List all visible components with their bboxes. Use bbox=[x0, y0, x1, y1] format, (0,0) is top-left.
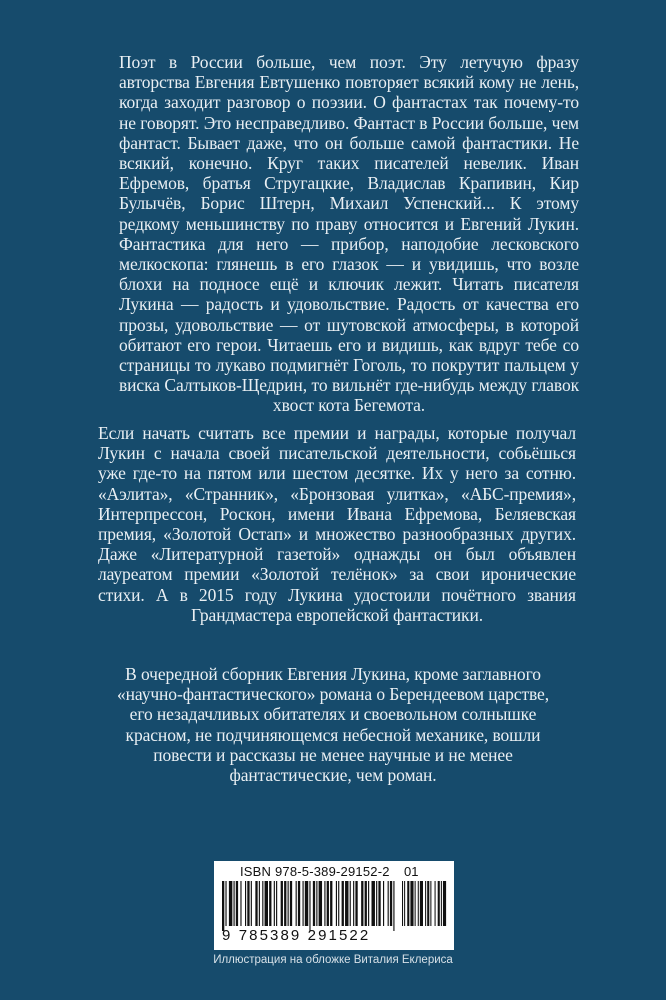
isbn-barcode bbox=[214, 861, 454, 950]
barcode-bar bbox=[313, 881, 315, 926]
barcode-bar bbox=[368, 881, 369, 926]
addon-bar bbox=[402, 881, 403, 926]
addon-bar bbox=[415, 881, 416, 926]
addon-bar bbox=[441, 881, 442, 926]
barcode-bar bbox=[338, 881, 339, 926]
barcode-bar bbox=[262, 881, 263, 926]
isbn-digits: 9 785389 291522 bbox=[222, 927, 371, 944]
barcode-bar bbox=[345, 881, 348, 926]
barcode-bar bbox=[251, 881, 252, 926]
barcode-bar bbox=[229, 881, 232, 926]
isbn-addon: 01 bbox=[404, 864, 419, 879]
barcode-bar bbox=[269, 881, 271, 926]
barcode-bar bbox=[336, 881, 337, 926]
barcode-bar bbox=[298, 881, 300, 926]
barcode-bar bbox=[319, 881, 322, 926]
barcode-bar bbox=[281, 881, 283, 926]
barcode-bar bbox=[350, 881, 351, 926]
barcode-bar bbox=[353, 881, 354, 926]
barcode-bar bbox=[288, 881, 289, 926]
isbn-label: ISBN 978-5-389-29152-2 bbox=[240, 864, 390, 879]
barcode-bar bbox=[222, 881, 224, 931]
barcode-bar bbox=[309, 881, 310, 931]
annotation-paragraph-1: Поэт в России больше, чем поэт. Эту летучую фразу авторства Евгения Евтушенко повторяет всякий кому не лень, когда заходит разговор о поэзии. О фантастах так почему-то не говорят. Это несправедливо. Фантаст в России больше, чем фантаст. Бывает даже, что он больше самой фантастики. Не всякий, конечно. Круг таких писателей невелик. Иван Ефремов, братья Стругацкие, Владислав Крапивин, Кир Булычёв, Борис Штерн, Михаил Успенский... К этому редкому меньшинству по праву относится и Евгений Лукин. Фантастика для него — прибор, наподобие лесковского мелкоскопа: глянешь в его глазок — и увидишь, что возле блохи на подносе ещё и ключик лежит. Читать писателя Лукина — радость и удовольствие. Радость от качества его прозы, удовольствие — от шутовской атмосферы, в которой обитают его герои. Читаешь его и видишь, как вдруг тебе со страницы то лукаво подмигнёт Гоголь, то покрутит пальцем у виска Салтыков-Щедрин, то вильнёт где-нибудь между главок хвост кота Бегемота. bbox=[119, 52, 579, 416]
barcode-bar bbox=[225, 881, 226, 926]
barcode-bar bbox=[284, 881, 286, 926]
addon-bar bbox=[407, 881, 409, 926]
addon-bar bbox=[420, 881, 423, 926]
barcode-bar bbox=[388, 881, 389, 926]
barcode-bar bbox=[305, 881, 308, 926]
barcode-bar bbox=[365, 881, 367, 926]
barcode-bar bbox=[390, 881, 392, 926]
barcode-bar bbox=[265, 881, 268, 926]
barcode-bar bbox=[274, 881, 275, 926]
annotation-paragraph-2: Если начать считать все премии и награды, которые получал Лукин с начала своей писательской деятельности, собьёшься уже где-то на пятом или шестом десятке. Их у него за сотню. «Аэлита», «Странник», «Бронзовая улитка», «АБС-премия», Интерпрессон, Роскон, имени Ивана Ефремова, Беляевская премия, «Золотой Остап» и множество разнообразных других. Даже «Литературной газетой» однажды он был объявлен лауреатом премии «Золотой телёнок» за свои иронические стихи. А в 2015 году Лукина удостоили почётного звания Грандмастера европейской фантастики. bbox=[98, 423, 576, 625]
barcode-bar bbox=[393, 881, 394, 931]
barcode-bar bbox=[355, 881, 357, 926]
addon-bar bbox=[438, 881, 440, 926]
barcode-bar bbox=[324, 881, 325, 926]
barcode-bar bbox=[276, 881, 277, 926]
addon-bar bbox=[410, 881, 413, 926]
barcode-bar bbox=[234, 881, 235, 926]
barcode-bar bbox=[236, 881, 238, 926]
addon-bar bbox=[425, 881, 426, 926]
cover-illustration-credit: Иллюстрация на обложке Виталия Еклериса bbox=[213, 954, 453, 966]
barcode-bar bbox=[342, 881, 344, 926]
barcode-bar bbox=[372, 881, 375, 926]
barcode-bar bbox=[259, 881, 260, 926]
barcode-bar bbox=[247, 881, 249, 926]
barcode-bar bbox=[330, 881, 332, 926]
annotation-paragraph-3: В очередной сборник Евгения Лукина, кроме заглавного «научно-фантастического» романа о Берендеевом царстве, его незадачливых обитателях и своевольном солнышке красном, не подчиняющемся небесной механике, вошли повести и рассказы не менее научные и не менее фантастические, чем роман. bbox=[117, 664, 549, 786]
addon-bar bbox=[427, 881, 429, 926]
barcode-bar bbox=[290, 881, 292, 926]
barcode-bar bbox=[255, 881, 257, 926]
addon-bar bbox=[430, 881, 431, 926]
addon-bar bbox=[443, 881, 446, 926]
barcode-bars bbox=[222, 881, 448, 931]
barcode-bar bbox=[361, 881, 363, 926]
addon-bar bbox=[404, 881, 405, 926]
barcode-bar bbox=[378, 881, 380, 926]
barcode-bar bbox=[245, 881, 246, 926]
barcode-bar bbox=[383, 881, 384, 926]
barcode-bar bbox=[316, 881, 317, 926]
addon-bar bbox=[418, 881, 419, 926]
barcode-bar bbox=[327, 881, 329, 926]
barcode-bar bbox=[376, 881, 377, 926]
barcode-bar bbox=[296, 881, 297, 926]
barcode-bar bbox=[303, 881, 304, 926]
barcode-bar bbox=[240, 881, 241, 926]
addon-bar bbox=[435, 881, 436, 926]
